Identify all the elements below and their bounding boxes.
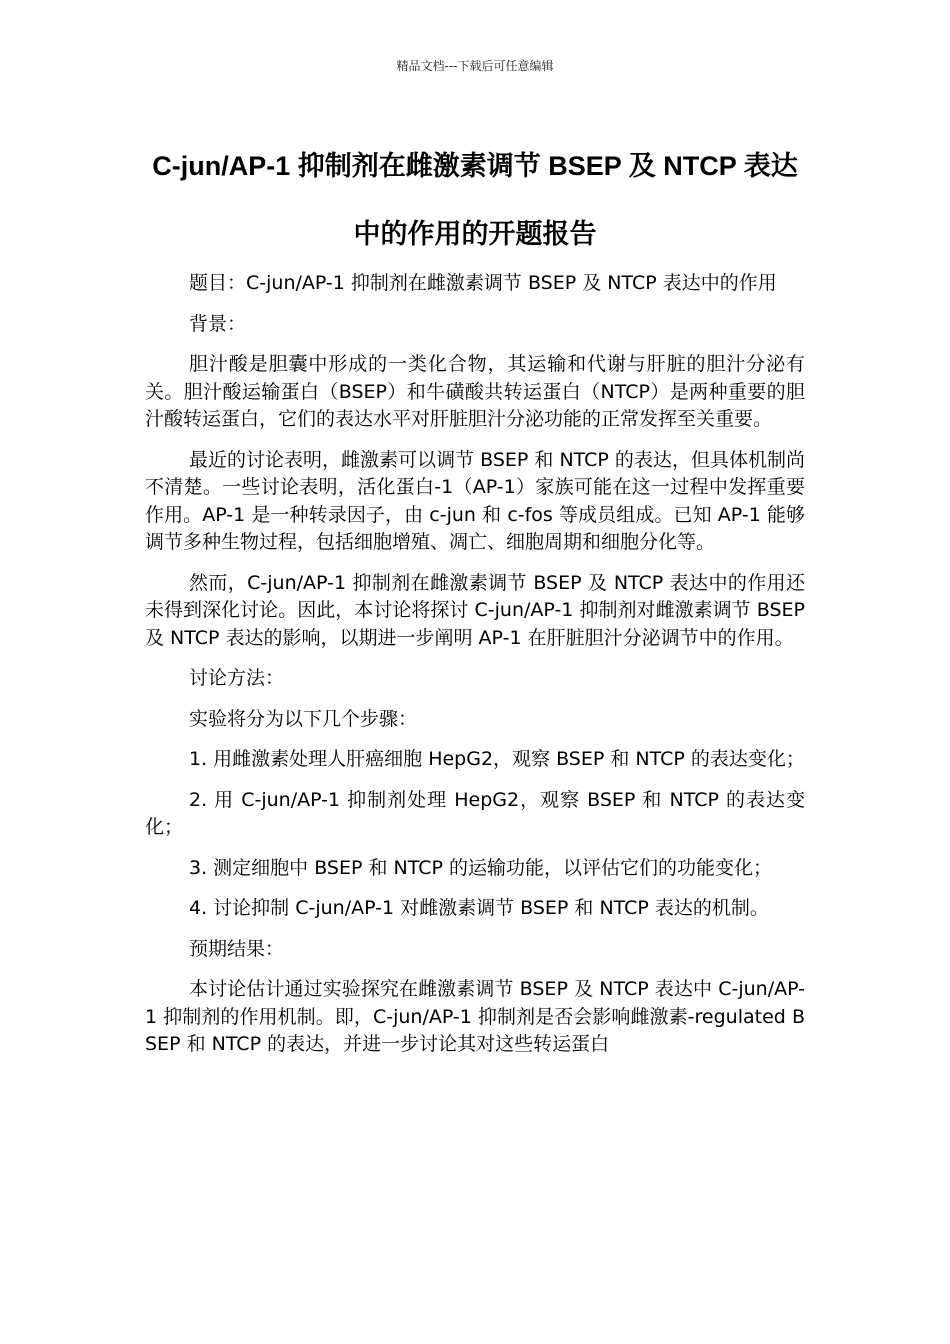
document-body	[145, 270, 805, 1072]
heading-background: 背景：	[189, 312, 247, 335]
list-item-step-3: 3. 测定细胞中 BSEP 和 NTCP 的运输功能，以评估它们的功能变化；	[189, 856, 772, 879]
heading-expected-results: 预期结果：	[189, 937, 285, 960]
document-title: C-jun/AP-1 抑制剂在雌激素调节 BSEP 及 NTCP 表达中的作用的开题报告	[152, 151, 798, 249]
paragraph-expected-results: 本讨论估计通过实验探究在雌激素调节 BSEP 及 NTCP 表达中 C-jun/AP-1 抑制剂的作用机制。即，C-jun/AP-1 抑制剂是否会影响雌激素-regulated BSEP 和 NTCP 的表达，并进一步讨论其对这些转运蛋白	[145, 978, 805, 1055]
list-item-step-4: 4. 讨论抑制 C-jun/AP-1 对雌激素调节 BSEP 和 NTCP 表达的机制。	[189, 897, 769, 919]
paragraph-background-3: 然而，C-jun/AP-1 抑制剂在雌激素调节 BSEP 及 NTCP 表达中的作用还未得到深化讨论。因此，本讨论将探讨 C-jun/AP-1 抑制剂对雌激素调节 BSEP 及 NTCP 表达的影响，以期进一步阐明 AP-1 在肝脏胆汁分泌调节中的作用。	[145, 571, 805, 649]
list-item-step-1: 1. 用雌激素处理人肝癌细胞 HepG2，观察 BSEP 和 NTCP 的表达变化；	[189, 748, 805, 770]
paragraph-background-1: 胆汁酸是胆囊中形成的一类化合物，其运输和代谢与肝脏的胆汁分泌有关。胆汁酸运输蛋白（BSEP）和牛磺酸共转运蛋白（NTCP）是两种重要的胆汁酸转运蛋白，它们的表达水平对肝脏胆汁分泌功能的正常发挥至关重要。	[145, 353, 805, 430]
paragraph-background-2: 最近的讨论表明，雌激素可以调节 BSEP 和 NTCP 的表达，但具体机制尚不清楚。一些讨论表明，活化蛋白-1（AP-1）家族可能在这一过程中发挥重要作用。AP-1 是一种转录因子，由 c-jun 和 c-fos 等成员组成。已知 AP-1 能够调节多种生物过程，包括细胞增殖、凋亡、细胞周期和细胞分化等。	[145, 448, 805, 553]
paragraph-topic: 题目：C-jun/AP-1 抑制剂在雌激素调节 BSEP 及 NTCP 表达中的作用	[189, 272, 777, 294]
heading-methods: 讨论方法：	[189, 667, 285, 689]
paragraph-steps-intro: 实验将分为以下几个步骤：	[189, 707, 418, 730]
list-item-step-2: 2. 用 C-jun/AP-1 抑制剂处理 HepG2，观察 BSEP 和 NTCP 的表达变化；	[145, 788, 805, 838]
header-note: 精品文档---下载后可任意编辑	[396, 59, 554, 73]
